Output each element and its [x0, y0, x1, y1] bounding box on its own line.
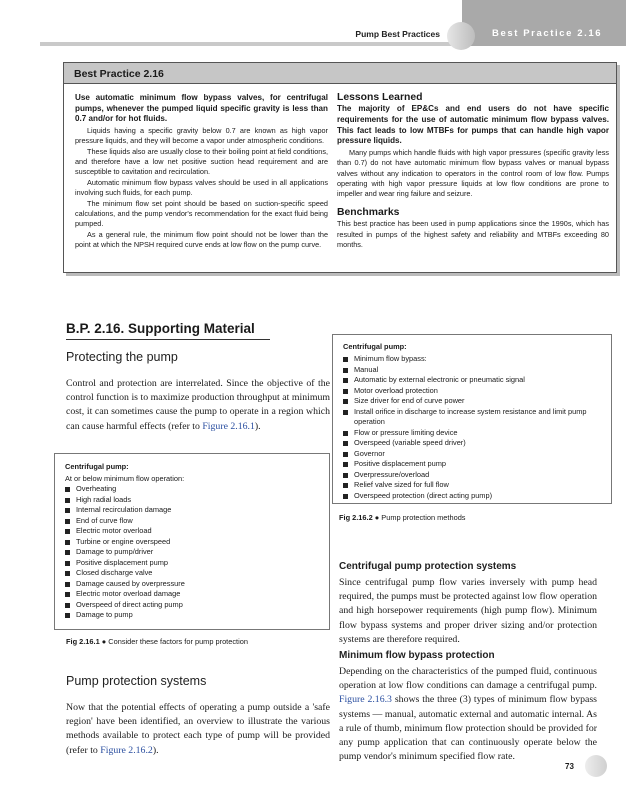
figure-list [65, 484, 329, 621]
pps-body: Now that the potential effects of operating a pump outside a 'safe region' have been identified, an overview to illustrate the various methods available to protect each type of pump will be provided (refer to [66, 702, 330, 756]
list-item: Automatic by external electronic or pneumatic signal [343, 375, 605, 386]
caption-text: Consider these factors for pump protection [108, 637, 248, 646]
lessons-learned-text: Many pumps which handle fluids with high vapor pressures (specific gravity less than 0.7) do not have automatic minimum flow bypass valves or manual bypass valves without any indication to operators in the control room of low flow. Pumps operating with high vapor pressure liquids at low flow conditions are prone to impeller and wear ring failure and seizure. [337, 147, 609, 199]
caption-label: Fig 2.16.2 [339, 513, 373, 522]
list-item: Overheating [65, 484, 329, 495]
list-item: Electric motor overload damage [65, 589, 329, 600]
list-item: Size driver for end of curve power [343, 396, 605, 407]
figure-subheading: At or below minimum flow operation: [65, 474, 185, 483]
figure-link[interactable]: Figure 2.16.1 [202, 420, 255, 432]
list-item: Governor [343, 449, 605, 460]
list-item: Positive displacement pump [65, 558, 329, 569]
running-header-section: Best Practice 2.16 [492, 28, 603, 39]
figure-1-caption [66, 637, 248, 646]
lessons-learned-lead: The majority of EP&Cs and end users do not have specific requirements for the use of automatic minimum flow bypass valves. This fact leads to low MTBFs for pumps that can handle high vapor pressure liquids. [337, 104, 609, 146]
minimum-flow-bypass-heading: Minimum flow bypass protection [339, 650, 495, 661]
caption-bullet: ● [374, 513, 380, 522]
best-practice-paragraph: The minimum flow set point should be based on suction-specific speed calculations, and the pump vendor's recommendation for the exact fluid being pumped. [75, 198, 328, 229]
section-title: B.P. 2.16. Supporting Material [66, 321, 270, 340]
minimum-flow-bypass-text [339, 665, 597, 764]
best-practice-paragraph: Automatic minimum flow bypass valves should be used in all applications involving such fluids, for each pump. [75, 177, 328, 198]
best-practice-paragraph: As a general rule, the minimum flow point should not be lower than the point at which the NPSH required curve ends at low flow on the pump curve. [75, 229, 328, 250]
figure-heading: Centrifugal pump: [65, 462, 129, 471]
best-practice-box [63, 62, 617, 273]
figure-link[interactable]: Figure 2.16.2 [100, 744, 153, 756]
centrifugal-pump-protection-text: Since centrifugal pump flow varies inversely with pump head required, the pumps must be protected against low flow operation and high horsepower requirements (high pump flow). Minimum flow bypass systems and proper driver sizing and/or protection systems are therefore required. [339, 577, 597, 645]
list-item: Manual [343, 365, 605, 376]
figure-2-caption [339, 513, 466, 522]
caption-bullet: ● [101, 637, 107, 646]
best-practice-title: Best Practice 2.16 [64, 63, 616, 84]
list-item: Overspeed of direct acting pump [65, 600, 329, 611]
pump-protection-systems-heading: Pump protection systems [66, 674, 207, 688]
list-item: End of curve flow [65, 516, 329, 527]
best-practice-paragraph: Liquids having a specific gravity below 0.7 are known as high vapor pressure liquids, and they will become a vapor under atmospheric conditions. [75, 125, 328, 146]
list-item: Damage to pump/driver [65, 547, 329, 558]
list-item: Turbine or engine overspeed [65, 537, 329, 548]
list-item: Overpressure/overload [343, 470, 605, 481]
list-item: Minimum flow bypass: [343, 354, 605, 365]
pps-end: ). [152, 744, 159, 756]
figure-2-16-2 [332, 334, 612, 504]
list-item: Damage caused by overpressure [65, 579, 329, 590]
list-item: Relief valve sized for full flow [343, 480, 605, 491]
figure-2-16-1 [54, 453, 330, 630]
caption-text: Pump protection methods [381, 513, 466, 522]
figure-list [343, 354, 605, 501]
pump-protection-systems-text [66, 701, 330, 758]
figure-heading: Centrifugal pump: [343, 342, 407, 351]
list-item: Install orifice in discharge to increase system resistance and limit pump operation [343, 407, 605, 428]
best-practice-right-column [337, 93, 609, 250]
best-practice-paragraph: These liquids also are usually close to their boiling point at field conditions, and therefore have a low net positive suction head requirement and are susceptible to cavitation and recirculation. [75, 146, 328, 177]
list-item: Overspeed protection (direct acting pump) [343, 491, 605, 502]
best-practice-left-column [75, 93, 328, 251]
page-number-decoration [585, 755, 607, 777]
protecting-pump-body: Control and protection are interrelated. Since the objective of the control function is to maximize production throughput at minimum cost, it can sometimes cause the pump to operate in a region which can cause harmful effects (refer to [66, 378, 330, 432]
protecting-pump-end: ). [254, 420, 261, 432]
protecting-pump-text [66, 377, 330, 434]
running-header-book-title: Pump Best Practices [355, 29, 440, 39]
caption-label: Fig 2.16.1 [66, 637, 100, 646]
list-item: Overspeed (variable speed driver) [343, 438, 605, 449]
list-item: Flow or pressure limiting device [343, 428, 605, 439]
figure-link[interactable]: Figure 2.16.3 [339, 694, 392, 706]
lessons-learned-heading: Lessons Learned [337, 92, 423, 103]
list-item: Motor overload protection [343, 386, 605, 397]
protecting-pump-heading: Protecting the pump [66, 350, 178, 364]
benchmarks-heading: Benchmarks [337, 206, 400, 218]
list-item: Damage to pump [65, 610, 329, 621]
list-item: Positive displacement pump [343, 459, 605, 470]
list-item: Electric motor overload [65, 526, 329, 537]
header-tab [462, 0, 626, 46]
list-item: Internal recirculation damage [65, 505, 329, 516]
header-circle-decoration [447, 22, 475, 50]
centrifugal-pump-protection-heading: Centrifugal pump protection systems [339, 561, 517, 572]
benchmarks-text: This best practice has been used in pump applications since the 1990s, which has resulted in pumps of the highest safety and reliability and MTBFs exceeding 80 months. [337, 219, 609, 250]
list-item: Closed discharge valve [65, 568, 329, 579]
mfb-body-1: Depending on the characteristics of the pumped fluid, continuous operation at low flow conditions can damage a centrifugal pump. [339, 666, 597, 692]
list-item: High radial loads [65, 495, 329, 506]
best-practice-lead: Use automatic minimum flow bypass valves, for centrifugal pumps, whenever the pumped liquid specific gravity is less than 0.7 and/or for hot fluids. [75, 93, 328, 124]
page-number: 73 [565, 762, 574, 771]
mfb-body-2: shows the three (3) types of minimum flow bypass systems — manual, automatic external and automatic internal. As a rule of thumb, minimum flow protection should be provided for any pump application that can continuously operate below the pump vendor's minimum specified flow rate. [339, 694, 597, 763]
